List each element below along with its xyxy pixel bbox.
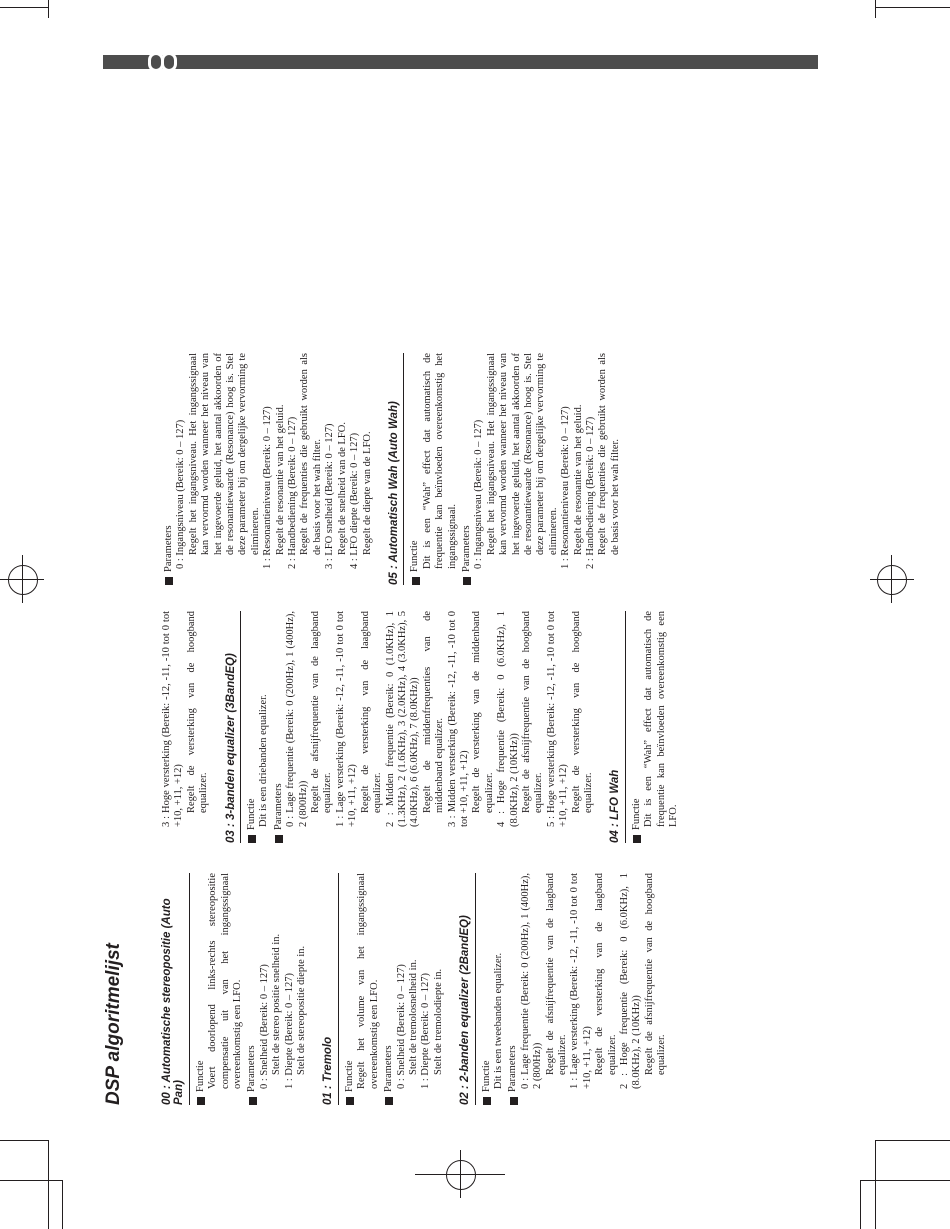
parameters-label: [163, 353, 175, 585]
parameter-name: 0 : Ingangsniveau (Bereik: 0 – 127): [473, 419, 485, 569]
bullet-square-icon: [633, 835, 641, 843]
parameters-label: [383, 873, 395, 1105]
column-3: [161, 353, 622, 585]
parameters-label: [246, 873, 258, 1105]
parameters-label-text: Parameters: [460, 525, 472, 572]
functie-label-text: Functie: [630, 798, 642, 830]
parameter-description: Stelt de stereo positie snelheid in.: [271, 933, 283, 1075]
parameter-item: [396, 873, 421, 1105]
parameters-label-text: Parameters: [272, 783, 284, 830]
algorithm-section: [161, 873, 308, 1105]
parameter-name: 0 : Lage frequentie (Bereik: 0 (200Hz), 1 (400Hz), 2 (800Hz)): [519, 873, 544, 1089]
parameter-description: Stelt de stereopositie diepte in.: [296, 945, 308, 1075]
parameters-label: [273, 611, 285, 843]
section-title: 04 : LFO Wah: [609, 611, 625, 843]
section-title: 01 : Tremolo: [322, 873, 338, 1105]
functie-label: [409, 353, 421, 585]
parameter-item: [496, 611, 546, 843]
bullet-square-icon: [197, 1097, 205, 1105]
functie-description: Dit is een “Wah” effect dat automatisch de frequentie kan beïnvloeden overeenkomstig een LFO.: [643, 611, 680, 827]
bullet-square-icon: [385, 1097, 393, 1105]
functie-description: Voert doorlopend links-rechts stereopositie compensatie uit van het ingangssignaal overeenkomstig een LFO.: [207, 873, 244, 1089]
parameter-description: Regelt de middenfrequenties van de middenband equalizer.: [421, 611, 446, 813]
parameter-item: [285, 611, 335, 843]
parameter-description: Regelt de versterking van de middenband equalizer.: [471, 611, 495, 813]
parameter-description: Regelt de afsnijfrequentie van de hoogband equalizer.: [520, 611, 545, 813]
parameter-item: [161, 611, 211, 843]
column-1: [161, 873, 669, 1105]
parameter-name: 4 : Hoge frequentie (Bereik: 0 (6.0KHz), 1 (8.0KHz), 2 (10KHz)): [496, 611, 520, 827]
parameter-name: 3 : Midden versterking (Bereik: -12, -11, -10 tot 0 tot +10, +11, +12): [446, 611, 470, 827]
algorithm-section: [161, 611, 211, 843]
functie-label-text: Functie: [409, 540, 421, 572]
parameter-description: Regelt de versterking van de laagband equalizer.: [594, 873, 618, 1075]
parameter-description: Regelt de versterking van de hoogband equalizer.: [570, 611, 594, 813]
parameter-item: [420, 873, 445, 1105]
section-title: 00 : Automatische stereopositie (Auto Pan): [161, 873, 190, 1105]
parameter-item: [335, 611, 385, 843]
parameter-item: [560, 353, 585, 585]
bullet-square-icon: [248, 835, 256, 843]
parameter-description: Regelt de afsnijfrequentie van de laagband equalizer.: [544, 873, 568, 1075]
parameter-name: 0 : Snelheid (Bereik: 0 – 127): [395, 964, 407, 1089]
parameters-label: [461, 353, 473, 585]
bullet-square-icon: [412, 577, 420, 585]
functie-description: Dit is een “Wah” effect dat automatisch de frequentie kan beïnvloeden overeenkomstig het ingangssignaal.: [421, 353, 458, 569]
functie-label-text: Functie: [194, 1060, 206, 1092]
parameter-name: 4 : LFO diepte (Bereik: 0 – 127): [349, 432, 361, 569]
section-title: 02 : 2-banden equalizer (2BandEQ): [459, 873, 475, 1105]
parameter-item: [473, 353, 560, 585]
parameter-item: [546, 611, 596, 843]
functie-label-text: Functie: [343, 1060, 355, 1092]
parameter-item: [262, 353, 287, 585]
section-title: 05 : Automatisch Wah (Auto Wah): [388, 353, 404, 585]
parameter-item: [287, 353, 324, 585]
parameters-label: [507, 873, 519, 1105]
parameter-name: 1 : Lage versterking (Bereik: -12, -11, -10 tot 0 tot +10, +11, +12): [334, 611, 359, 827]
functie-description: Dit is een driebanden equalizer.: [258, 694, 270, 827]
bullet-square-icon: [510, 1097, 518, 1105]
parameters-label-text: Parameters: [246, 1045, 258, 1092]
parameter-name: 0 : Snelheid (Bereik: 0 – 127): [258, 964, 270, 1089]
parameter-name: 1 : Resonantieniveau (Bereik: 0 – 127): [560, 406, 572, 569]
parameter-name: 0 : Lage frequentie (Bereik: 0 (200Hz), 1 (400Hz), 2 (800Hz)): [285, 611, 309, 827]
bullet-square-icon: [165, 577, 173, 585]
parameters-label-text: Parameters: [507, 1045, 519, 1092]
parameter-item: [520, 873, 570, 1105]
functie-label: [481, 873, 493, 1105]
algorithm-section: [225, 611, 596, 843]
parameter-description: Regelt de resonantie van het geluid.: [572, 404, 584, 555]
parameter-description: Regelt de versterking van de laagband equalizer.: [359, 611, 384, 813]
functie-label: [344, 873, 356, 1105]
parameters-label-text: Parameters: [163, 525, 174, 572]
parameter-item: [175, 353, 262, 585]
parameter-description: Stelt de tremolosnelheid in.: [407, 959, 419, 1075]
parameter-name: 2 : Hoge frequentie (Bereik: 0 (6.0KHz), 1 (8.0KHz), 2 (10KHz)): [619, 873, 643, 1089]
parameter-name: 3 : Hoge versterking (Bereik: -12, -11, -10 tot 0 tot +10, +11, +12): [161, 611, 185, 827]
functie-label: [246, 611, 258, 843]
functie-label: [195, 873, 207, 1105]
parameter-name: 1 : Resonantieniveau (Bereik: 0 – 127): [262, 406, 274, 569]
algorithm-section: [609, 611, 680, 843]
bullet-square-icon: [346, 1097, 354, 1105]
page-title: DSP algoritmelijst: [103, 943, 124, 1105]
parameter-name: 1 : Diepte (Bereik: 0 – 127): [283, 972, 295, 1089]
functie-label: [631, 611, 643, 843]
header-bar: [103, 55, 818, 69]
parameter-description: Regelt de versterking van de hoogband equalizer.: [185, 611, 210, 813]
parameter-item: [569, 873, 619, 1105]
functie-description: Regelt het volume van het ingangssignaal overeenkomstig een LFO.: [356, 873, 380, 1089]
parameter-item: [259, 873, 284, 1105]
parameter-item: [447, 611, 497, 843]
parameter-description: Regelt het ingangsniveau. Het ingangssignaal kan vervormd worden wanneer het niveau van het ingevoerde geluid, het aantal akkoorden of de resonantiewaarde (Resonance) hoog is. Stel deze parameter bij om dergelijke vervorming te elimineren.: [485, 353, 559, 555]
parameter-description: Regelt de diepte van de LFO.: [361, 431, 373, 555]
parameter-description: Regelt het ingangsniveau. Het ingangssignaal kan vervormd worden wanneer het niveau van het ingevoerde geluid, het aantal akkoorden of de resonantiewaarde (Resonance) hoog is. Stel deze parameter bij om dergelijke vervorming te elimineren.: [187, 353, 261, 555]
section-title: 03 : 3-banden equalizer (3BandEQ): [225, 611, 241, 843]
parameter-name: 0 : Ingangsniveau (Bereik: 0 – 127): [175, 419, 187, 569]
functie-label-text: Functie: [246, 798, 258, 830]
algorithm-section: [322, 873, 445, 1105]
bullet-square-icon: [275, 835, 283, 843]
parameter-item: [349, 353, 374, 585]
parameter-description: Regelt de snelheid van de LFO.: [336, 422, 348, 555]
parameter-item: [324, 353, 349, 585]
parameter-name: 2 : Handbediening (Bereik: 0 – 127): [585, 416, 596, 569]
bullet-square-icon: [483, 1097, 491, 1105]
parameter-name: 3 : LFO snelheid (Bereik: 0 – 127): [324, 423, 336, 569]
parameter-name: 5 : Hoge versterking (Bereik: -12, -11, -10 tot 0 tot +10, +11, +12): [545, 611, 570, 827]
algorithm-section: [163, 353, 374, 585]
parameters-label-text: Parameters: [383, 1045, 395, 1092]
parameter-description: Regelt de afsnijfrequentie van de hoogband equalizer.: [643, 873, 668, 1075]
parameter-description: Regelt de resonantie van het geluid.: [274, 404, 286, 555]
parameter-item: [385, 611, 447, 843]
algorithm-section: [388, 353, 622, 585]
bullet-square-icon: [463, 577, 471, 585]
parameter-item: [619, 873, 669, 1105]
parameter-name: 2 : Handbediening (Bereik: 0 – 127): [287, 416, 299, 569]
parameter-item: [284, 873, 309, 1105]
parameter-description: Stelt de tremolodiepte in.: [432, 968, 444, 1075]
bullet-square-icon: [249, 1097, 257, 1105]
parameter-description: Regelt de afsnijfrequentie van de laagband equalizer.: [310, 611, 334, 813]
parameter-description: Regelt de frequenties die gebruikt worden als de basis voor het wah filter.: [299, 353, 323, 555]
functie-description: Dit is een tweebanden equalizer.: [492, 952, 504, 1089]
parameter-name: 2 : Midden frequentie (Bereik: 0 (1.0KHz), 1 (1.3KHz), 2 (1.6KHz), 3 (2.0KHz), 4 (3.0KHz), 5 (4.0KHz), 6 (6.0KHz), 7 (8.0KHz)): [384, 611, 421, 827]
parameter-description: Regelt de frequenties die gebruikt worden als de basis voor het wah filter.: [597, 353, 621, 555]
header-bar-notch: [161, 52, 177, 72]
parameter-item: [585, 353, 622, 585]
functie-label-text: Functie: [480, 1060, 492, 1092]
page-content: [103, 95, 803, 1105]
parameter-name: 1 : Lage versterking (Bereik: -12, -11, -10 tot 0 tot +10, +11, +12): [569, 873, 593, 1089]
algorithm-section: [459, 873, 669, 1105]
column-2: [161, 611, 680, 843]
parameter-name: 1 : Diepte (Bereik: 0 – 127): [420, 972, 432, 1089]
